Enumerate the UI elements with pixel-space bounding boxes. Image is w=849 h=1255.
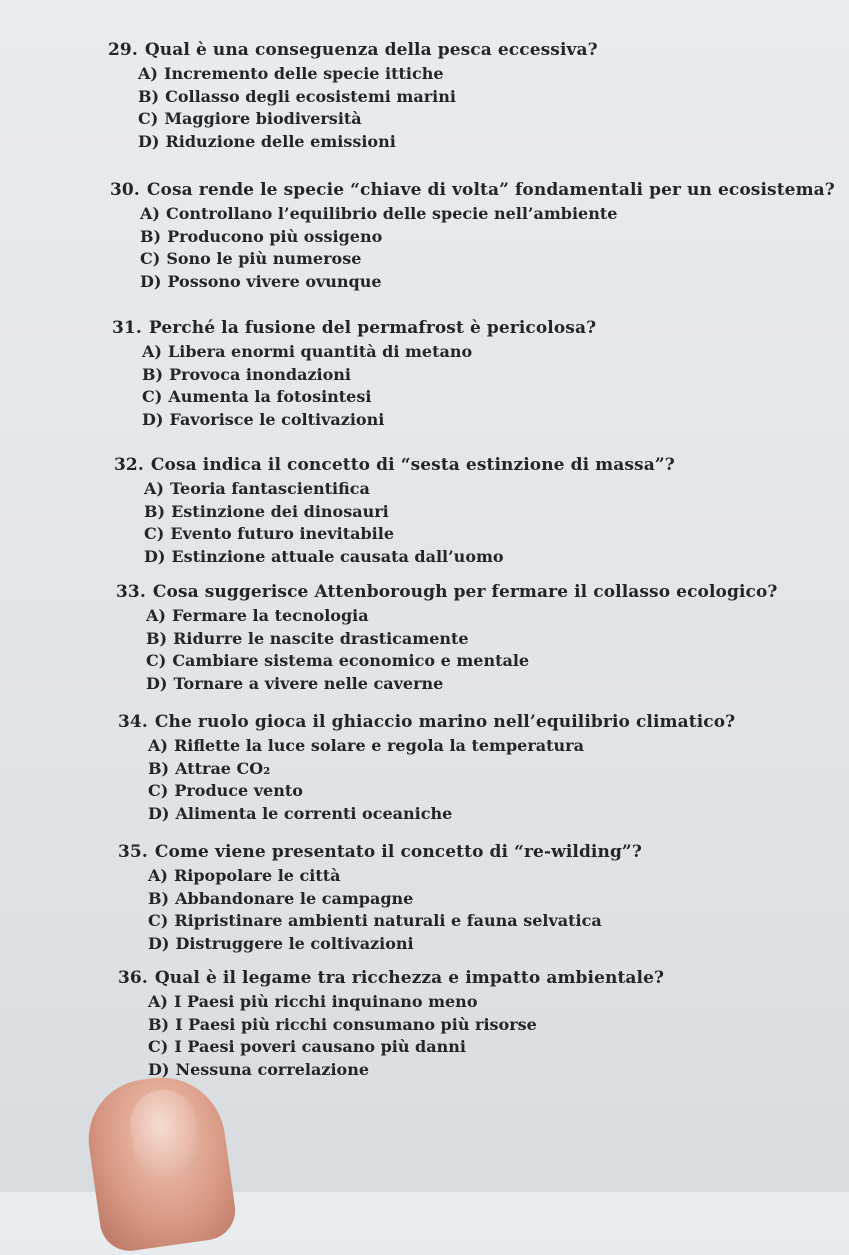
- option-letter: D): [148, 933, 170, 953]
- option-c: [118, 1036, 664, 1059]
- option-b: [110, 226, 835, 249]
- option-c: [116, 650, 777, 673]
- option-text: Evento futuro inevitabile: [170, 524, 395, 543]
- option-letter: D): [148, 803, 170, 823]
- option-c: [118, 910, 642, 933]
- option-d: [108, 131, 598, 154]
- question-32: [114, 455, 675, 568]
- option-text: Favorisce le coltivazioni: [169, 409, 385, 429]
- question-stem: [108, 40, 598, 60]
- option-b: [118, 758, 735, 781]
- question-36: [118, 968, 664, 1081]
- option-letter: A): [148, 992, 168, 1011]
- option-letter: D): [142, 409, 164, 429]
- option-text: Producono più ossigeno: [167, 226, 383, 246]
- option-text: Teoria fantascientifica: [169, 479, 370, 498]
- option-b: [118, 888, 642, 911]
- option-letter: D): [146, 673, 168, 693]
- question-number: 34.: [118, 712, 148, 732]
- option-letter: B): [148, 758, 170, 778]
- option-letter: B): [140, 226, 162, 246]
- question-text: Cosa indica il concetto di “sesta estinzione di massa”?: [150, 455, 675, 475]
- question-text: Perché la fusione del permafrost è pericolosa?: [148, 318, 597, 338]
- option-text: Incremento delle specie ittiche: [163, 64, 444, 83]
- option-a: [112, 341, 596, 364]
- option-letter: A): [148, 736, 168, 755]
- option-a: [108, 63, 598, 86]
- question-text: Qual è una conseguenza della pesca eccessiva?: [144, 40, 598, 60]
- option-b: [118, 1014, 664, 1037]
- question-text: Qual è il legame tra ricchezza e impatto ambientale?: [154, 968, 665, 988]
- options-list: [108, 63, 598, 153]
- question-34: [118, 712, 735, 825]
- option-letter: A): [142, 342, 162, 361]
- option-letter: B): [142, 364, 164, 384]
- option-letter: C): [138, 109, 159, 128]
- option-b: [112, 364, 596, 387]
- question-number: 29.: [108, 40, 138, 60]
- option-b: [116, 628, 777, 651]
- option-text: Controllano l’equilibrio delle specie nell’ambiente: [165, 204, 618, 223]
- option-b: [108, 86, 598, 109]
- option-text: Possono vivere ovunque: [167, 271, 382, 291]
- option-letter: A): [138, 64, 158, 83]
- option-a: [118, 991, 664, 1014]
- question-text: Cosa suggerisce Attenborough per fermare il collasso ecologico?: [152, 582, 778, 602]
- option-d: [116, 673, 777, 696]
- option-d: [118, 803, 735, 826]
- options-list: [118, 991, 664, 1081]
- question-number: 33.: [116, 582, 146, 602]
- option-text: Riduzione delle emissioni: [165, 131, 396, 151]
- options-list: [112, 341, 596, 431]
- option-letter: C): [142, 387, 163, 406]
- question-stem: [112, 318, 596, 338]
- option-a: [118, 735, 735, 758]
- question-number: 32.: [114, 455, 144, 475]
- question-number: 35.: [118, 842, 148, 862]
- option-text: Estinzione dei dinosauri: [171, 501, 389, 521]
- question-29: [108, 40, 598, 153]
- option-letter: A): [148, 866, 168, 885]
- question-text: Che ruolo gioca il ghiaccio marino nell’equilibrio climatico?: [154, 712, 736, 732]
- option-c: [118, 780, 735, 803]
- option-letter: B): [138, 86, 160, 106]
- question-number: 31.: [112, 318, 142, 338]
- option-text: Aumenta la fotosintesi: [168, 387, 372, 406]
- option-a: [110, 203, 835, 226]
- option-d: [114, 546, 675, 569]
- option-letter: C): [144, 524, 165, 543]
- option-letter: A): [140, 204, 160, 223]
- option-text: Tornare a vivere nelle caverne: [173, 673, 444, 693]
- option-text: Nessuna correlazione: [175, 1059, 370, 1079]
- option-letter: C): [140, 249, 161, 268]
- option-text: Ripopolare le città: [173, 866, 341, 885]
- option-c: [114, 523, 675, 546]
- option-d: [112, 409, 596, 432]
- question-text: Come viene presentato il concetto di “re-wilding”?: [154, 842, 642, 862]
- option-letter: B): [146, 628, 168, 648]
- option-letter: D): [148, 1059, 170, 1079]
- question-number: 30.: [110, 180, 140, 200]
- option-letter: C): [148, 781, 169, 800]
- option-c: [112, 386, 596, 409]
- option-letter: D): [140, 271, 162, 291]
- question-stem: [118, 712, 735, 732]
- option-text: Produce vento: [174, 781, 303, 800]
- option-c: [110, 248, 835, 271]
- options-list: [118, 865, 642, 955]
- option-letter: B): [148, 888, 170, 908]
- question-stem: [118, 968, 664, 988]
- option-text: Alimenta le correnti oceaniche: [175, 803, 453, 823]
- option-a: [118, 865, 642, 888]
- option-text: Abbandonare le campagne: [175, 888, 414, 908]
- option-d: [118, 1059, 664, 1082]
- option-text: Ridurre le nascite drasticamente: [173, 628, 469, 648]
- question-number: 36.: [118, 968, 148, 988]
- question-33: [116, 582, 777, 695]
- options-list: [118, 735, 735, 825]
- options-list: [110, 203, 835, 293]
- option-text: Libera enormi quantità di metano: [167, 342, 473, 361]
- options-list: [116, 605, 777, 695]
- question-stem: [118, 842, 642, 862]
- option-text: Cambiare sistema economico e mentale: [172, 651, 530, 670]
- option-text: Provoca inondazioni: [169, 364, 351, 384]
- option-letter: D): [144, 546, 166, 566]
- option-text: Fermare la tecnologia: [171, 606, 369, 625]
- question-35: [118, 842, 642, 955]
- option-letter: C): [146, 651, 167, 670]
- option-letter: D): [138, 131, 160, 151]
- option-text: I Paesi più ricchi inquinano meno: [173, 992, 478, 1011]
- option-text: Sono le più numerose: [166, 249, 362, 268]
- option-c: [108, 108, 598, 131]
- option-b: [114, 501, 675, 524]
- option-d: [110, 271, 835, 294]
- option-letter: C): [148, 1037, 169, 1056]
- option-letter: B): [144, 501, 166, 521]
- option-letter: B): [148, 1014, 170, 1034]
- option-a: [116, 605, 777, 628]
- option-letter: A): [146, 606, 166, 625]
- question-stem: [116, 582, 777, 602]
- option-d: [118, 933, 642, 956]
- options-list: [114, 478, 675, 568]
- question-stem: [114, 455, 675, 475]
- question-text: Cosa rende le specie “chiave di volta” fondamentali per un ecosistema?: [146, 180, 835, 200]
- option-text: Distruggere le coltivazioni: [175, 933, 414, 953]
- option-text: Attrae CO₂: [175, 758, 271, 778]
- option-text: I Paesi più ricchi consumano più risorse: [175, 1014, 537, 1034]
- option-letter: A): [144, 479, 164, 498]
- option-letter: C): [148, 911, 169, 930]
- question-stem: [110, 180, 835, 200]
- question-31: [112, 318, 596, 431]
- option-a: [114, 478, 675, 501]
- option-text: Ripristinare ambienti naturali e fauna selvatica: [174, 911, 602, 930]
- option-text: Collasso degli ecosistemi marini: [165, 86, 456, 106]
- option-text: Estinzione attuale causata dall’uomo: [171, 546, 504, 566]
- option-text: I Paesi poveri causano più danni: [174, 1037, 466, 1056]
- option-text: Maggiore biodiversità: [164, 109, 362, 128]
- question-30: [110, 180, 835, 293]
- option-text: Riflette la luce solare e regola la temperatura: [173, 736, 584, 755]
